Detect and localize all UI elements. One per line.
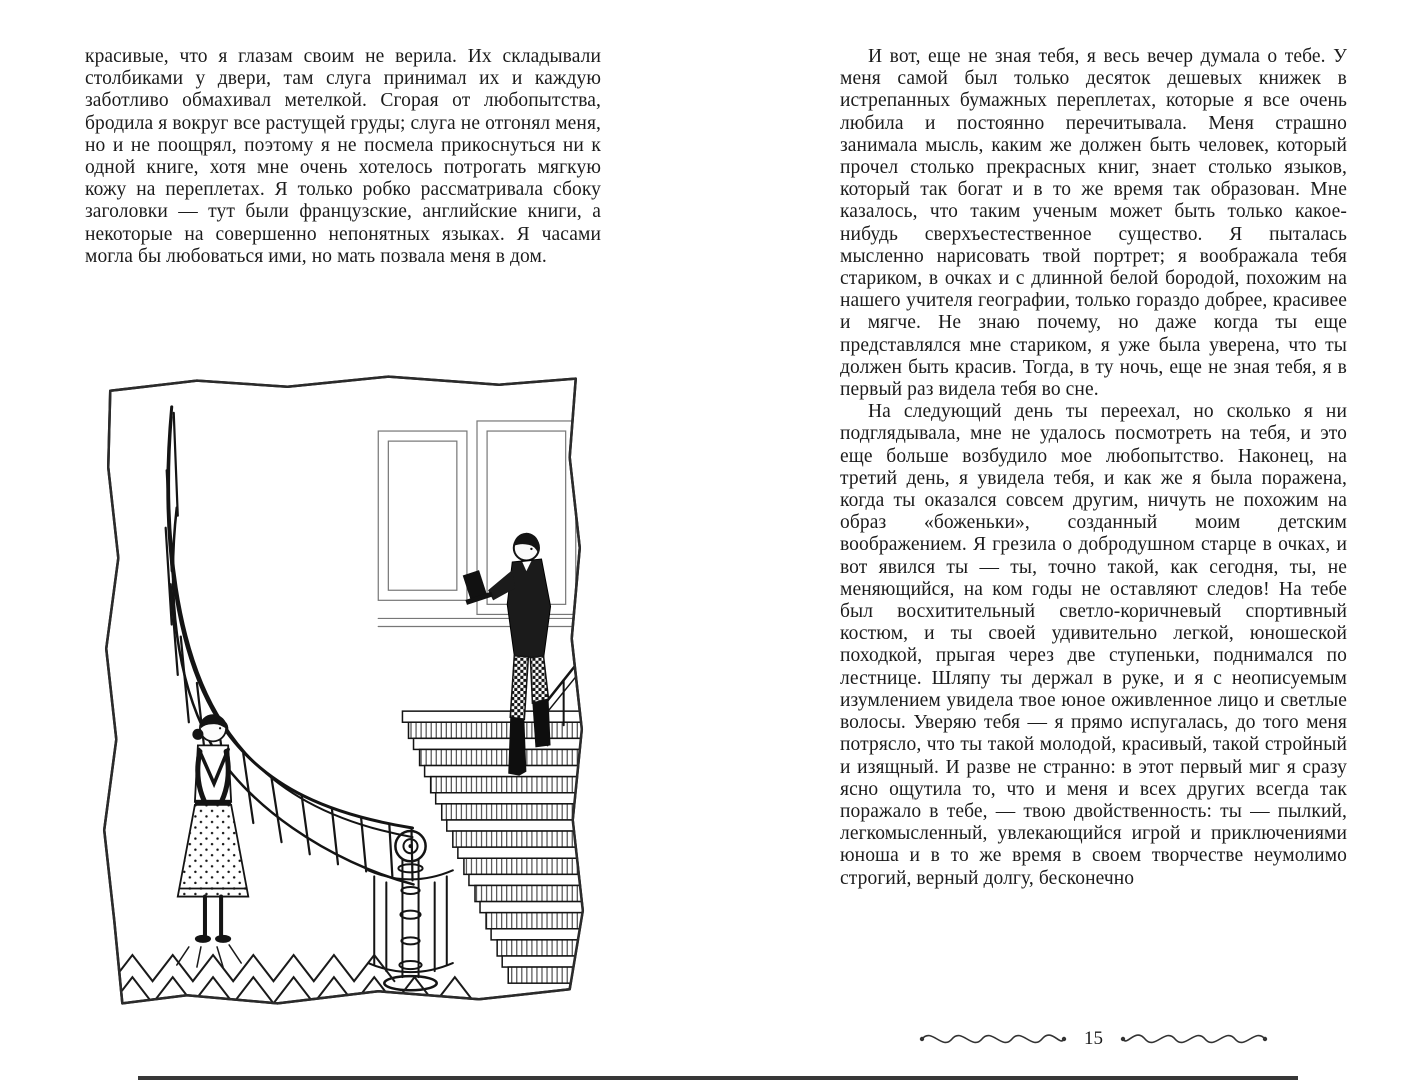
page-number: 15 bbox=[1084, 1028, 1103, 1049]
staircase-scene-icon bbox=[76, 362, 610, 1022]
left-page-paragraph: красивые, что я глазам своим не верила. Их складывали столбиками у двери, там слуга принимал их и каждую заботливо обмахивал метелкой. Сгорая от любопытства, бродила я вокруг все растущей груды; слуга не отгонял меня, но и не поощрял, поэтому я не посмела прикоснуться ни к одной книге, хотя мне очень хотелось потрогать мягкую кожу на переплетах. Я только робко рассматривала сбоку заголовки — тут были французские, английские книги, а некоторые на совершенно непонятных языках. Я часами могла бы любоваться ими, но мать позвала меня в дом. bbox=[85, 46, 601, 267]
footer-ornament-right-icon bbox=[1119, 1030, 1269, 1048]
scan-edge bbox=[138, 1076, 1298, 1080]
staircase-illustration bbox=[76, 362, 610, 1022]
right-page-text bbox=[840, 46, 1347, 890]
footer-ornament-left-icon bbox=[918, 1030, 1068, 1048]
page-footer bbox=[840, 1028, 1347, 1050]
left-page-text bbox=[85, 46, 601, 268]
right-page-paragraph-2: На следующий день ты переехал, но сколько я ни подглядывала, мне не удалось посмотреть на тебя, и это еще больше возбудило мое любопытство. Наконец, на третий день, я увидела тебя, и как же я была поражена, когда ты оказался совсем другим, ничуть не похожим на образ «боженьки», созданный моим детским воображением. Я грезила о добродушном старце в очках, и вот явился ты — ты, точно такой, как сегодня, ты, не меняющийся, на ком годы не оставляют следов! На тебе был восхитительный светло-коричневый спортивный костюм, и ты своей удивительно легкой, юношеской походкой, прыгая через две ступеньки, поднимался по лестнице. Шляпу ты держал в руке, и я с неописуемым изумлением увидела твое юное оживленное лицо и светлые волосы. Уверяю тебя — я прямо испугалась, до того меня потрясло, что ты такой молодой, красивый, такой стройный и изящный. И разве не странно: в этот первый миг я сразу ясно ощутила то, что и меня и всех других всегда так поражало в тебе, — твою двойственность: ты — пылкий, легкомысленный, увлекающийся игрой и приключениями юноша и в то же время в своем творчестве неумолимо строгий, верный долгу, бесконечно bbox=[840, 401, 1347, 889]
right-page-paragraph-1: И вот, еще не зная тебя, я весь вечер думала о тебе. У меня самой был только десяток дешевых книжек в истрепанных бумажных переплетах, которые я все очень любила и постоянно перечитывала. Меня страшно занимала мысль, каким же должен быть человек, который прочел столько прекрасных книг, знает столько языков, который так богат и в то же время так образован. Мне казалось, что таким ученым может быть только какое-нибудь сверхъестественное существо. Я пыталась мысленно нарисовать твой портрет; я воображала тебя стариком, в очках и с длинной белой бородой, похожим на нашего учителя географии, только гораздо добрее, красивее и мягче. Не знаю почему, но даже когда ты еще представлялся мне стариком, я уже была уверена, что ты должен быть красив. Тогда, в ту ночь, еще не зная тебя, я в первый раз видела тебя во сне. bbox=[840, 46, 1347, 401]
